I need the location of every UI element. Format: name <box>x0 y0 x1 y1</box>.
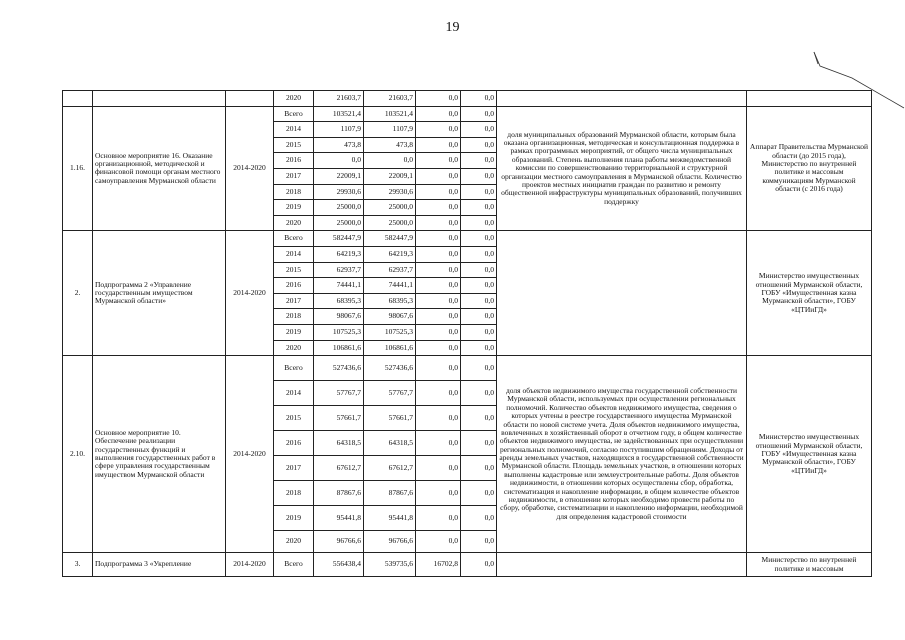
federal-budget-cell: 0,0 <box>416 309 461 325</box>
other-sources-cell: 0,0 <box>461 309 497 325</box>
regional-budget-cell: 473,8 <box>364 137 416 153</box>
group-period: 2014-2020 <box>226 231 274 356</box>
total-cell: 22009,1 <box>314 168 364 184</box>
table-row <box>63 91 872 107</box>
year-cell: 2018 <box>274 184 314 200</box>
federal-budget-cell: 0,0 <box>416 456 461 481</box>
federal-budget-cell: 0,0 <box>416 137 461 153</box>
other-sources-cell: 0,0 <box>461 106 497 122</box>
federal-budget-cell: 0,0 <box>416 200 461 216</box>
executor-cell-empty <box>747 91 872 107</box>
table-row <box>63 553 872 577</box>
year-cell: 2014 <box>274 122 314 138</box>
year-cell: 2016 <box>274 153 314 169</box>
indicator-cell-empty <box>497 91 747 107</box>
other-sources-cell: 0,0 <box>461 553 497 577</box>
other-sources-cell: 0,0 <box>461 381 497 406</box>
total-cell: 29930,6 <box>314 184 364 200</box>
regional-budget-cell: 87867,6 <box>364 481 416 506</box>
total-cell: 25000,0 <box>314 200 364 216</box>
federal-budget-cell: 0,0 <box>416 431 461 456</box>
total-cell: 67612,7 <box>314 456 364 481</box>
year-cell: 2018 <box>274 481 314 506</box>
regional-budget-cell: 22009,1 <box>364 168 416 184</box>
group-executor: Аппарат Правительства Мурманской области (до 2015 года), Министерство по внутренней политике и массовым коммуникациям Мурманской области (с 2016 года) <box>747 106 872 231</box>
group-indicators <box>497 553 747 577</box>
other-sources-cell: 0,0 <box>461 356 497 381</box>
total-cell: 57767,7 <box>314 381 364 406</box>
federal-budget-cell: 0,0 <box>416 356 461 381</box>
group-period: 2014-2020 <box>226 553 274 577</box>
total-cell: 57661,7 <box>314 406 364 431</box>
regional-budget-cell: 68395,3 <box>364 293 416 309</box>
other-sources-cell: 0,0 <box>461 340 497 356</box>
total-cell: 527436,6 <box>314 356 364 381</box>
year-cell: 2015 <box>274 406 314 431</box>
other-sources-cell: 0,0 <box>461 324 497 340</box>
federal-budget-cell: 0,0 <box>416 262 461 278</box>
federal-budget-cell: 0,0 <box>416 215 461 231</box>
group-code: 2.10. <box>63 356 93 553</box>
other-sources-cell: 0,0 <box>461 137 497 153</box>
year-cell: 2019 <box>274 200 314 216</box>
total-cell: 64318,5 <box>314 431 364 456</box>
year-cell: 2017 <box>274 456 314 481</box>
regional-budget-cell: 57661,7 <box>364 406 416 431</box>
total-cell: 556438,4 <box>314 553 364 577</box>
other-sources-cell: 0,0 <box>461 278 497 294</box>
year-cell: 2019 <box>274 506 314 531</box>
federal-budget-cell: 0,0 <box>416 324 461 340</box>
regional-budget-cell: 1107,9 <box>364 122 416 138</box>
other-sources-cell: 0,0 <box>461 215 497 231</box>
federal-budget-cell: 0,0 <box>416 340 461 356</box>
group-name: Подпрограмма 2 «Управление государственным имуществом Мурманской области» <box>93 231 226 356</box>
regional-budget-cell: 25000,0 <box>364 215 416 231</box>
table-row <box>63 231 872 247</box>
name-cell-empty <box>93 91 226 107</box>
group-name: Основное мероприятие 16. Оказание организационной, методической и финансовой помощи органам местного самоуправления Мурманской области <box>93 106 226 231</box>
federal-budget-cell: 0,0 <box>416 231 461 247</box>
total-cell: 582447,9 <box>314 231 364 247</box>
group-indicators: доля объектов недвижимого имущества государственной собственности Мурманской области, используемых при осуществлении региональных полномочий. Количество объектов недвижимого имущества, сведения о которых учтены в реестре государственного имущества Мурманской области по новой системе учета. Доля объектов недвижимого имущества, вовлеченных в хозяйственный оборот в отчетном году, в общем количестве объектов недвижимого имущества, не задействованных при осуществлении региональных полномочий, согласно поступившим обращениям. Доходы от аренды земельных участков, находящихся в государственной собственности Мурманской области. Площадь земельных участков, в отношении которых выполнены кадастровые или землеустроительные работы. Доля объектов недвижимости, в отношении которых осуществлены сбор, обработка, систематизация и накопление информации, в общем количестве объектов недвижимости, в отношении которых необходимо провести работы по сбору, обработке, систематизации и накоплению информации, необходимой для определения кадастровой стоимости <box>497 356 747 553</box>
other-sources-cell: 0,0 <box>461 293 497 309</box>
federal-budget-cell: 16702,8 <box>416 553 461 577</box>
total-cell: 96766,6 <box>314 531 364 553</box>
year-cell: 2017 <box>274 168 314 184</box>
year-cell: 2016 <box>274 431 314 456</box>
budget-table <box>62 90 872 577</box>
table-row <box>63 356 872 381</box>
code-cell-empty <box>63 91 93 107</box>
total-cell: 473,8 <box>314 137 364 153</box>
year-cell: 2017 <box>274 293 314 309</box>
federal-budget-cell: 0,0 <box>416 278 461 294</box>
year-cell: 2014 <box>274 381 314 406</box>
regional-budget-cell: 62937,7 <box>364 262 416 278</box>
total-cell: 25000,0 <box>314 215 364 231</box>
group-executor: Министерство имущественных отношений Мурманской области, ГОБУ «Имущественная казна Мурманской области», ГОБУ «ЦТИиГД» <box>747 356 872 553</box>
regional-budget-cell: 107525,3 <box>364 324 416 340</box>
year-cell: Всего <box>274 356 314 381</box>
federal-budget-cell: 0,0 <box>416 381 461 406</box>
regional-budget-cell: 95441,8 <box>364 506 416 531</box>
group-indicators: доля муниципальных образований Мурманской области, которым была оказана организационная, методическая и консультационная поддержка в рамках программных мероприятий, от общего числа муниципальных образований. Степень выполнения плана работы межведомственной комиссии по совершенствованию территориальной и структурной организации местного самоуправления в Мурманской области. Количество проектов местных инициатив граждан по развитию и ремонту общественной инфраструктуры муниципальных образований, получивших поддержку <box>497 106 747 231</box>
total-cell: 62937,7 <box>314 262 364 278</box>
total-cell: 107525,3 <box>314 324 364 340</box>
other-sources-cell: 0,0 <box>461 246 497 262</box>
group-name: Подпрограмма 3 «Укрепление <box>93 553 226 577</box>
regional-budget-cell: 106861,6 <box>364 340 416 356</box>
regional-budget-cell: 582447,9 <box>364 231 416 247</box>
total-cell: 98067,6 <box>314 309 364 325</box>
total-cell: 74441,1 <box>314 278 364 294</box>
other-sources-cell: 0,0 <box>461 91 497 107</box>
federal-budget-cell: 0,0 <box>416 91 461 107</box>
federal-budget-cell: 0,0 <box>416 531 461 553</box>
table-row <box>63 106 872 122</box>
regional-budget-cell: 103521,4 <box>364 106 416 122</box>
year-cell: Всего <box>274 553 314 577</box>
regional-budget-cell: 96766,6 <box>364 531 416 553</box>
page-number: 19 <box>445 20 460 35</box>
federal-budget-cell: 0,0 <box>416 153 461 169</box>
regional-budget-cell: 74441,1 <box>364 278 416 294</box>
regional-budget-cell: 98067,6 <box>364 309 416 325</box>
total-cell: 95441,8 <box>314 506 364 531</box>
other-sources-cell: 0,0 <box>461 456 497 481</box>
total-cell: 103521,4 <box>314 106 364 122</box>
group-indicators <box>497 231 747 356</box>
group-period: 2014-2020 <box>226 106 274 231</box>
period-cell-empty <box>226 91 274 107</box>
year-cell: Всего <box>274 106 314 122</box>
total-cell: 21603,7 <box>314 91 364 107</box>
federal-budget-cell: 0,0 <box>416 122 461 138</box>
group-period: 2014-2020 <box>226 356 274 553</box>
total-cell: 106861,6 <box>314 340 364 356</box>
year-cell: Всего <box>274 231 314 247</box>
year-cell: 2014 <box>274 246 314 262</box>
other-sources-cell: 0,0 <box>461 168 497 184</box>
year-cell: 2020 <box>274 531 314 553</box>
total-cell: 1107,9 <box>314 122 364 138</box>
year-cell: 2020 <box>274 91 314 107</box>
federal-budget-cell: 0,0 <box>416 506 461 531</box>
other-sources-cell: 0,0 <box>461 184 497 200</box>
year-cell: 2015 <box>274 137 314 153</box>
regional-budget-cell: 25000,0 <box>364 200 416 216</box>
regional-budget-cell: 0,0 <box>364 153 416 169</box>
year-cell: 2015 <box>274 262 314 278</box>
regional-budget-cell: 527436,6 <box>364 356 416 381</box>
group-code: 2. <box>63 231 93 356</box>
group-code: 3. <box>63 553 93 577</box>
regional-budget-cell: 64219,3 <box>364 246 416 262</box>
federal-budget-cell: 0,0 <box>416 406 461 431</box>
total-cell: 68395,3 <box>314 293 364 309</box>
group-name: Основное мероприятие 10. Обеспечение реализации государственных функций и выполнения государственных работ в сфере управления государственным имуществом Мурманской области <box>93 356 226 553</box>
year-cell: 2020 <box>274 340 314 356</box>
other-sources-cell: 0,0 <box>461 122 497 138</box>
year-cell: 2019 <box>274 324 314 340</box>
federal-budget-cell: 0,0 <box>416 293 461 309</box>
total-cell: 64219,3 <box>314 246 364 262</box>
regional-budget-cell: 57767,7 <box>364 381 416 406</box>
other-sources-cell: 0,0 <box>461 231 497 247</box>
other-sources-cell: 0,0 <box>461 506 497 531</box>
group-code: 1.16. <box>63 106 93 231</box>
total-cell: 0,0 <box>314 153 364 169</box>
federal-budget-cell: 0,0 <box>416 246 461 262</box>
regional-budget-cell: 64318,5 <box>364 431 416 456</box>
year-cell: 2016 <box>274 278 314 294</box>
other-sources-cell: 0,0 <box>461 153 497 169</box>
federal-budget-cell: 0,0 <box>416 106 461 122</box>
other-sources-cell: 0,0 <box>461 431 497 456</box>
federal-budget-cell: 0,0 <box>416 481 461 506</box>
regional-budget-cell: 21603,7 <box>364 91 416 107</box>
group-executor: Министерство имущественных отношений Мурманской области, ГОБУ «Имущественная казна Мурманской области», ГОБУ «ЦТИиГД» <box>747 231 872 356</box>
year-cell: 2020 <box>274 215 314 231</box>
other-sources-cell: 0,0 <box>461 262 497 278</box>
federal-budget-cell: 0,0 <box>416 168 461 184</box>
federal-budget-cell: 0,0 <box>416 184 461 200</box>
total-cell: 87867,6 <box>314 481 364 506</box>
other-sources-cell: 0,0 <box>461 406 497 431</box>
group-executor: Министерство по внутренней политике и массовым <box>747 553 872 577</box>
regional-budget-cell: 67612,7 <box>364 456 416 481</box>
regional-budget-cell: 539735,6 <box>364 553 416 577</box>
regional-budget-cell: 29930,6 <box>364 184 416 200</box>
other-sources-cell: 0,0 <box>461 481 497 506</box>
other-sources-cell: 0,0 <box>461 531 497 553</box>
other-sources-cell: 0,0 <box>461 200 497 216</box>
year-cell: 2018 <box>274 309 314 325</box>
